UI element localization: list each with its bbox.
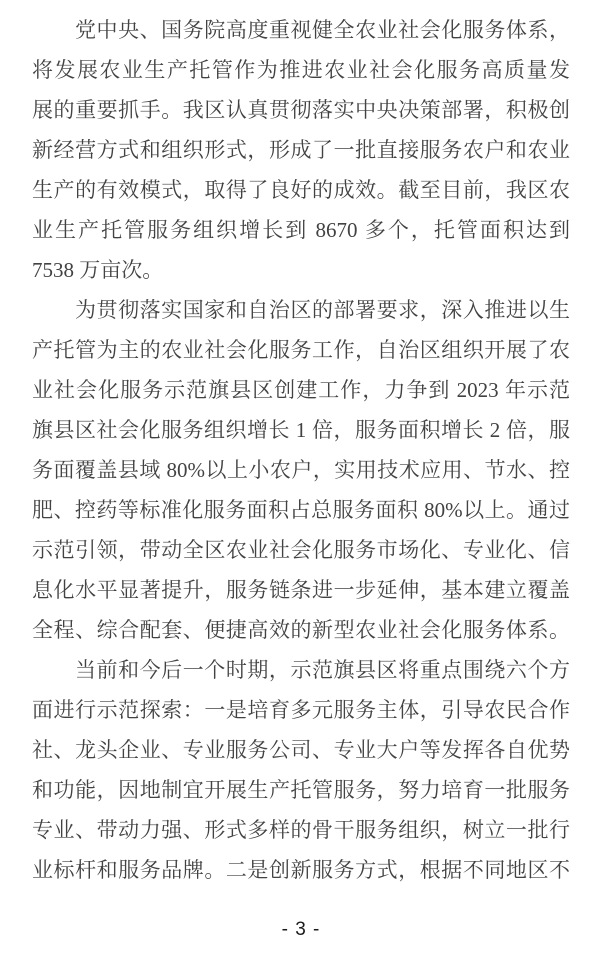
document-line: 面进行示范探索：一是培育多元服务主体，引导农民合作 bbox=[32, 698, 570, 722]
document-line: 旗县区社会化服务组织增长 1 倍，服务面积增长 2 倍，服 bbox=[32, 418, 570, 442]
document-line: 示范引领，带动全区农业社会化服务市场化、专业化、信 bbox=[32, 538, 570, 562]
document-line: 全程、综合配套、便捷高效的新型农业社会化服务体系。 bbox=[32, 618, 570, 642]
document-line: 7538 万亩次。 bbox=[32, 258, 164, 282]
document-line: 生产的有效模式，取得了良好的成效。截至目前，我区农 bbox=[32, 178, 570, 202]
document-line: 当前和今后一个时期，示范旗县区将重点围绕六个方 bbox=[75, 658, 570, 682]
document-line: 业社会化服务示范旗县区创建工作，力争到 2023 年示范 bbox=[32, 378, 570, 402]
document-line: 业标杆和服务品牌。二是创新服务方式，根据不同地区不 bbox=[32, 858, 570, 882]
document-line: 和功能，因地制宜开展生产托管服务，努力培育一批服务 bbox=[32, 778, 570, 802]
document-line: 息化水平显著提升，服务链条进一步延伸，基本建立覆盖 bbox=[32, 578, 570, 602]
document-line: 业生产托管服务组织增长到 8670 多个，托管面积达到 bbox=[32, 218, 570, 242]
document-line: 为贯彻落实国家和自治区的部署要求，深入推进以生 bbox=[75, 298, 570, 322]
document-line: 党中央、国务院高度重视健全农业社会化服务体系， bbox=[75, 18, 570, 42]
document-line: 务面覆盖县域 80%以上小农户，实用技术应用、节水、控 bbox=[32, 458, 570, 482]
document-line: 新经营方式和组织形式，形成了一批直接服务农户和农业 bbox=[32, 138, 570, 162]
document-line: 展的重要抓手。我区认真贯彻落实中央决策部署，积极创 bbox=[32, 98, 570, 122]
document-text-block bbox=[32, 10, 570, 890]
document-line: 社、龙头企业、专业服务公司、专业大户等发挥各自优势 bbox=[32, 738, 570, 762]
document-line: 产托管为主的农业社会化服务工作，自治区组织开展了农 bbox=[32, 338, 570, 362]
document-line: 专业、带动力强、形式多样的骨干服务组织，树立一批行 bbox=[32, 818, 570, 842]
document-line: 肥、控药等标准化服务面积占总服务面积 80%以上。通过 bbox=[32, 498, 570, 522]
document-line: 将发展农业生产托管作为推进农业社会化服务高质量发 bbox=[32, 58, 570, 82]
page-number: - 3 - bbox=[281, 919, 321, 940]
